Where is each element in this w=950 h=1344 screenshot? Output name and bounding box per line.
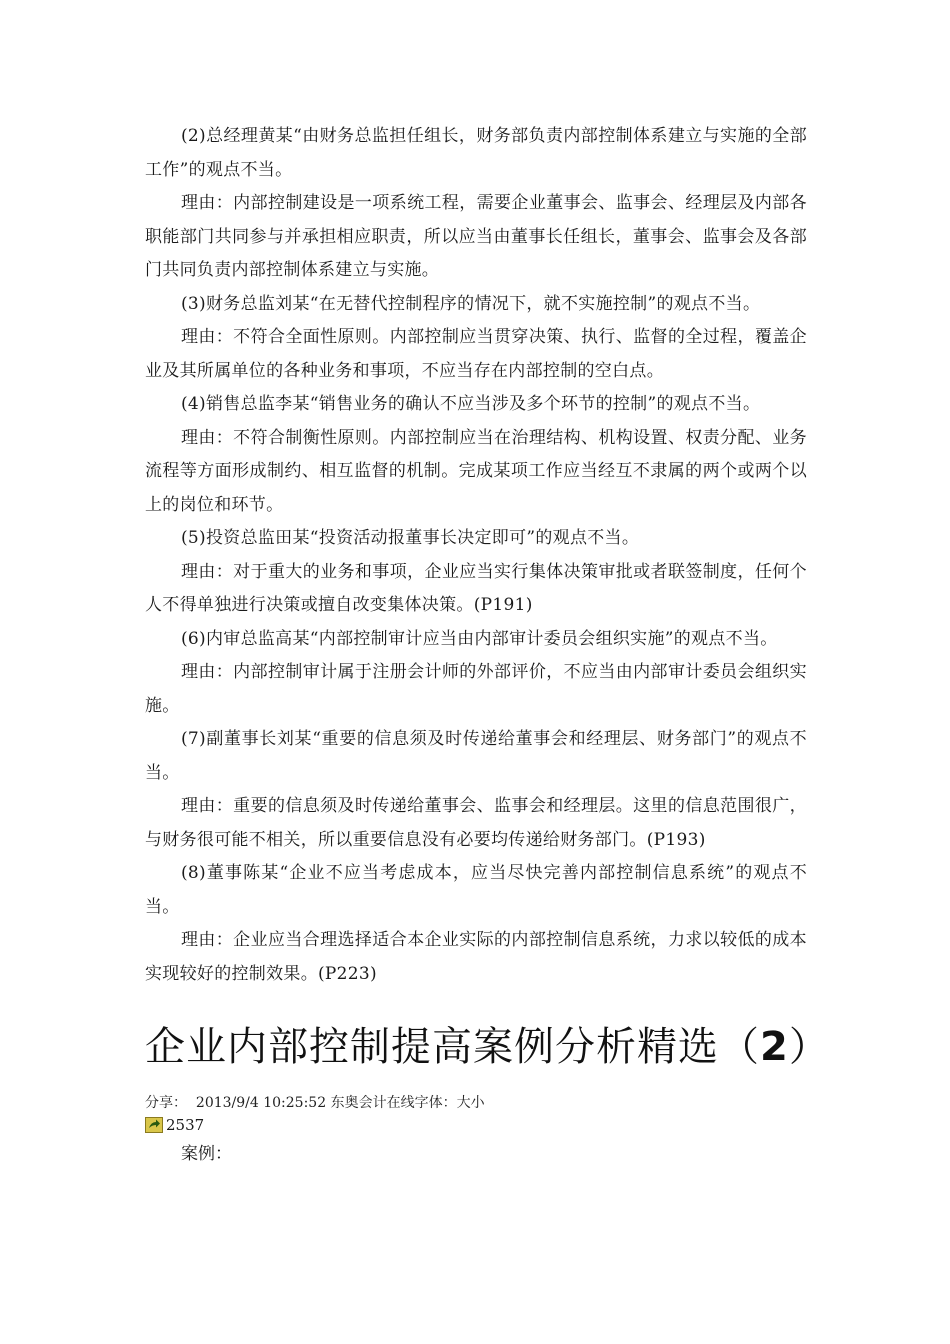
publish-datetime: 2013/9/4 10:25:52 [195,1095,327,1111]
paragraph: 理由：不符合制衡性原则。内部控制应当在治理结构、机构设置、权责分配、业务流程等方面形成制约、相互监督的机制。完成某项工作应当经互不隶属的两个或两个以上的岗位和环节。 [145,427,807,515]
source-name: 东奥会计在线 [330,1095,415,1111]
article-meta [145,1093,807,1113]
paragraph: 理由：对于重大的业务和事项，企业应当实行集体决策审批或者联签制度，任何个人不得单独进行决策或擅自改变集体决策。(P191) [145,561,807,615]
paragraph: (4)销售总监李某“销售业务的确认不应当涉及多个环节的控制”的观点不当。 [181,394,761,414]
document-page [145,120,830,1169]
share-arrow-icon[interactable] [145,1117,163,1133]
paragraph: 理由：重要的信息须及时传递给董事会、监事会和经理层。这里的信息范围很广，与财务很可能不相关，所以重要信息没有必要均传递给财务部门。(P193) [145,796,807,850]
paragraph: 理由：不符合全面性原则。内部控制应当贯穿决策、执行、监督的全过程，覆盖企业及其所属单位的各种业务和事项，不应当存在内部控制的空白点。 [145,327,807,381]
article-body [145,120,807,991]
paragraph: (5)投资总监田某“投资活动报董事长决定即可”的观点不当。 [181,528,640,548]
share-label[interactable]: 分享： [145,1095,187,1111]
title-close: ） [788,1024,830,1070]
paragraph: (2)总经理黄某“由财务总监担任组长，财务部负责内部控制体系建立与实施的全部工作”的观点不当。 [145,126,807,180]
font-small-link[interactable]: 小 [470,1095,485,1111]
article-title [145,1019,830,1075]
title-text: 企业内部控制提高案例分析精选（ [145,1024,760,1070]
title-number: 2 [760,1024,789,1070]
paragraph: (7)副董事长刘某“重要的信息须及时传递给董事会和经理层、财务部门”的观点不当。 [145,729,807,783]
paragraph: (3)财务总监刘某“在无替代控制程序的情况下，就不实施控制”的观点不当。 [181,293,761,314]
font-large-link[interactable]: 大 [456,1095,471,1111]
paragraph: 理由：内部控制建设是一项系统工程，需要企业董事会、监事会、经理层及内部各职能部门共同参与并承担相应职责，所以应当由董事长任组长，董事会、监事会及各部门共同负责内部控制体系建立与实施。 [145,193,807,280]
paragraph: 理由：内部控制审计属于注册会计师的外部评价，不应当由内部审计委员会组织实施。 [145,662,807,716]
view-count: 2537 [166,1116,205,1134]
paragraph: 理由：企业应当合理选择适合本企业实际的内部控制信息系统，力求以较低的成本实现较好的控制效果。(P223) [145,930,807,984]
paragraph: (8)董事陈某“企业不应当考虑成本，应当尽快完善内部控制信息系统”的观点不当。 [145,863,807,917]
case-label: 案例： [181,1144,232,1164]
font-size-label: 字体： [414,1095,457,1111]
paragraph: (6)内审总监高某“内部控制审计应当由内部审计委员会组织实施”的观点不当。 [181,628,778,649]
view-count-row [145,1115,807,1135]
